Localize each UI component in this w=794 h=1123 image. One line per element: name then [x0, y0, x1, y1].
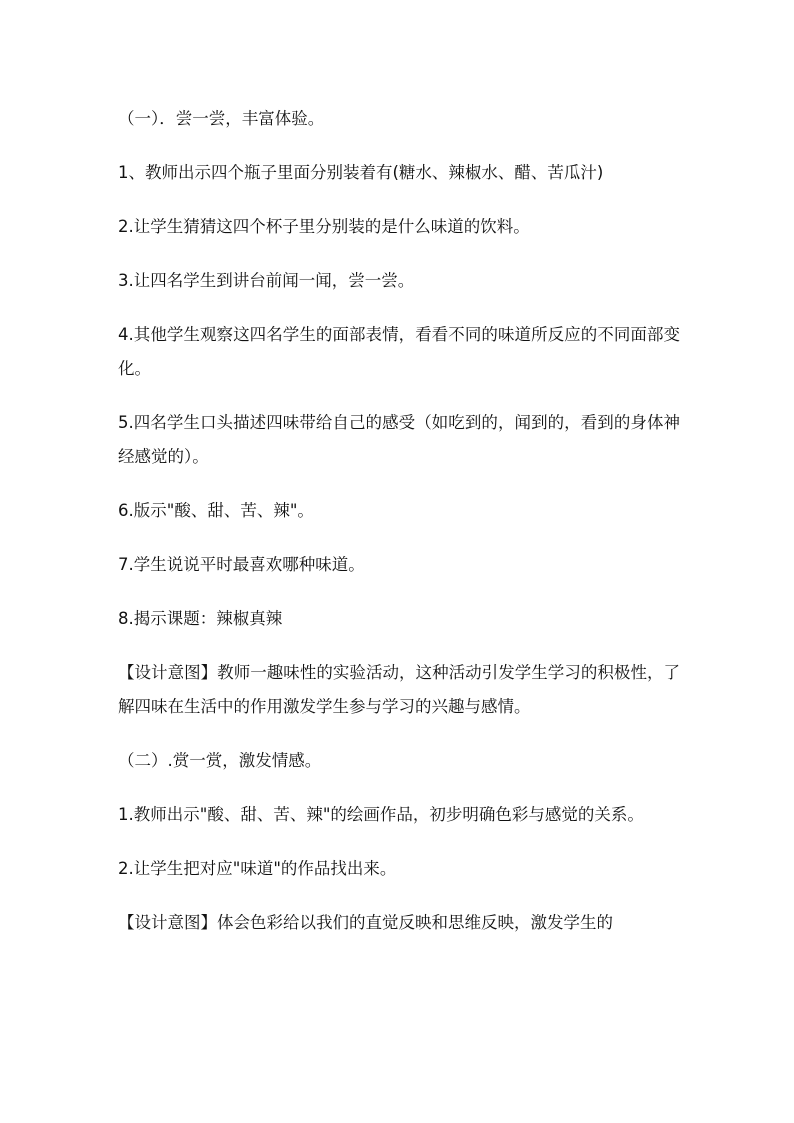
step-2-paragraph: 2.让学生猜猜这四个杯子里分别装的是什么味道的饮料。	[118, 217, 530, 236]
step-2-1-paragraph: 1.教师出示"酸、甜、苦、辣"的绘画作品，初步明确色彩与感觉的关系。	[118, 805, 644, 824]
step-5-paragraph: 5.四名学生口头描述四味带给自己的感受（如吃到的，闻到的，看到的身体神经感觉的）。	[118, 413, 680, 466]
step-6-paragraph: 6.版示"酸、甜、苦、辣"。	[118, 501, 314, 520]
step-1-paragraph: 1、教师出示四个瓶子里面分别装着有(糖水、辣椒水、醋、苦瓜汁)	[118, 163, 604, 182]
document-body	[118, 102, 680, 960]
design-intent-paragraph-1: 【设计意图】教师一趣味性的实验活动，这种活动引发学生学习的积极性，了解四味在生活中的作用激发学生参与学习的兴趣与感情。	[118, 663, 680, 716]
step-8-paragraph: 8.揭示课题：辣椒真辣	[118, 609, 283, 628]
section-heading-1: （一）．尝一尝，丰富体验。	[118, 109, 325, 128]
design-intent-paragraph-2: 【设计意图】体会色彩给以我们的直觉反映和思维反映，激发学生的	[118, 913, 613, 932]
step-7-paragraph: 7.学生说说平时最喜欢哪种味道。	[118, 555, 365, 574]
section-heading-2: （二）.赏一赏，激发情感。	[118, 751, 322, 770]
step-2-2-paragraph: 2.让学生把对应"味道"的作品找出来。	[118, 859, 397, 878]
step-4-paragraph: 4.其他学生观察这四名学生的面部表情，看看不同的味道所反应的不同面部变化。	[118, 325, 680, 378]
step-3-paragraph: 3.让四名学生到讲台前闻一闻，尝一尝。	[118, 271, 415, 290]
